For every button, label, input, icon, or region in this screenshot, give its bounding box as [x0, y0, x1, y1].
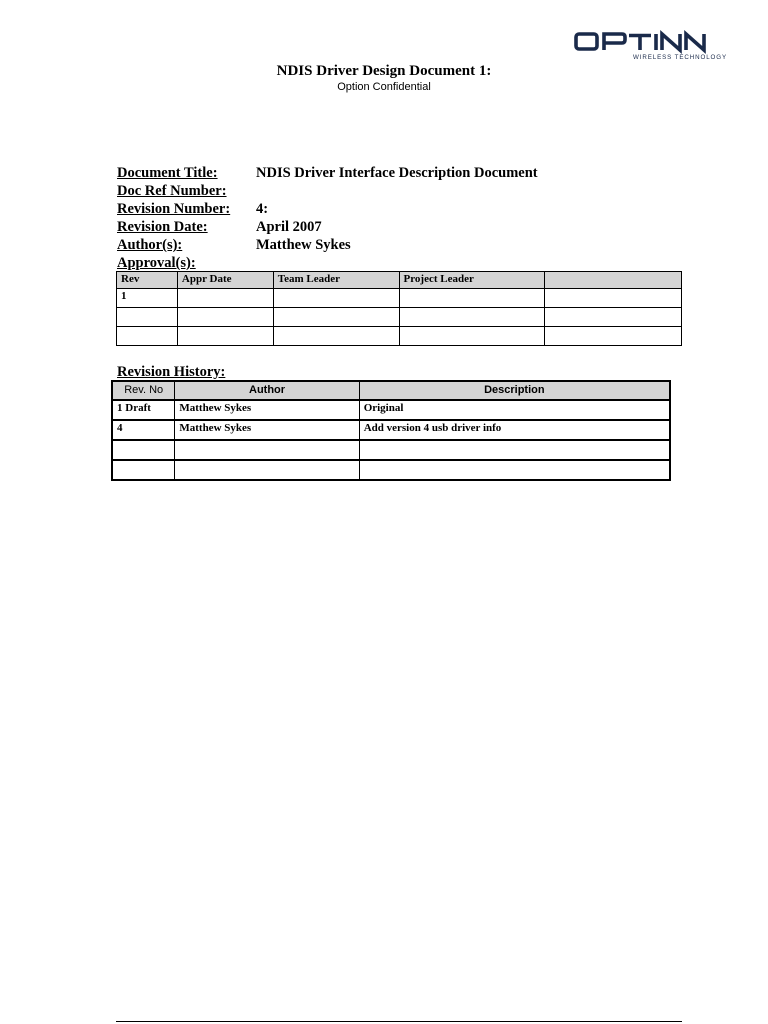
table-cell	[273, 289, 399, 308]
document-header	[0, 62, 768, 94]
option-logo	[574, 30, 728, 64]
approvals-header-extra	[545, 272, 682, 289]
revision-history-header-row	[112, 381, 670, 400]
document-header-subtitle: Option Confidential	[337, 81, 431, 93]
table-cell	[112, 460, 175, 480]
approvals-header-team-leader: Team Leader	[273, 272, 399, 289]
authors-label: Author(s):	[117, 237, 183, 253]
revision-history-header-author: Author	[175, 381, 359, 400]
revision-history-title: Revision History:	[117, 364, 226, 380]
table-row	[112, 420, 670, 440]
document-info	[117, 164, 538, 272]
logo-tagline: WIRELESS TECHNOLOGY	[632, 54, 727, 61]
table-row	[117, 308, 682, 327]
table-cell	[175, 460, 359, 480]
table-cell	[177, 327, 273, 346]
table-row	[117, 289, 682, 308]
revision-number-label: Revision Number:	[117, 201, 231, 217]
revision-history-header-rev-no: Rev. No	[112, 381, 175, 400]
approvals-header-rev: Rev	[117, 272, 178, 289]
document-title-label: Document Title:	[117, 165, 218, 181]
approvals-label: Approval(s):	[117, 255, 196, 271]
table-cell	[545, 308, 682, 327]
table-row	[112, 440, 670, 460]
info-row-revision-number	[117, 200, 538, 218]
table-cell	[117, 308, 178, 327]
doc-ref-label: Doc Ref Number:	[117, 183, 227, 199]
table-cell	[177, 308, 273, 327]
table-cell	[359, 460, 670, 480]
table-cell: 1	[117, 289, 178, 308]
table-cell	[273, 308, 399, 327]
table-cell	[399, 308, 545, 327]
revision-date-label: Revision Date:	[117, 219, 208, 235]
revision-history-header-description: Description	[359, 381, 670, 400]
table-cell	[545, 327, 682, 346]
info-row-doc-ref	[117, 182, 538, 200]
approvals-table	[116, 271, 682, 346]
table-cell	[359, 440, 670, 460]
table-cell	[117, 327, 178, 346]
table-cell	[273, 327, 399, 346]
table-row	[117, 327, 682, 346]
document-header-title: NDIS Driver Design Document 1:	[276, 63, 492, 79]
info-row-authors	[117, 236, 538, 254]
table-cell: Add version 4 usb driver info	[359, 420, 670, 440]
table-cell: 4	[112, 420, 175, 440]
approvals-header-appr-date: Appr Date	[177, 272, 273, 289]
approvals-header-row	[117, 272, 682, 289]
table-row	[112, 400, 670, 420]
table-cell: 1 Draft	[112, 400, 175, 420]
table-cell	[399, 327, 545, 346]
footer-divider	[116, 1021, 682, 1022]
option-logo-mark	[574, 30, 728, 64]
table-cell	[399, 289, 545, 308]
table-cell	[175, 440, 359, 460]
table-cell	[545, 289, 682, 308]
table-cell	[112, 440, 175, 460]
authors-value: Matthew Sykes	[256, 237, 351, 253]
revision-date-value: April 2007	[256, 219, 322, 235]
table-cell: Matthew Sykes	[175, 400, 359, 420]
document-title-value: NDIS Driver Interface Description Document	[256, 165, 538, 181]
revision-history-table	[111, 380, 671, 481]
info-row-revision-date	[117, 218, 538, 236]
info-row-approvals	[117, 254, 538, 272]
table-cell: Original	[359, 400, 670, 420]
approvals-header-project-leader: Project Leader	[399, 272, 545, 289]
table-row	[112, 460, 670, 480]
revision-number-value: 4:	[256, 201, 269, 217]
info-row-document-title	[117, 164, 538, 182]
table-cell: Matthew Sykes	[175, 420, 359, 440]
table-cell	[177, 289, 273, 308]
